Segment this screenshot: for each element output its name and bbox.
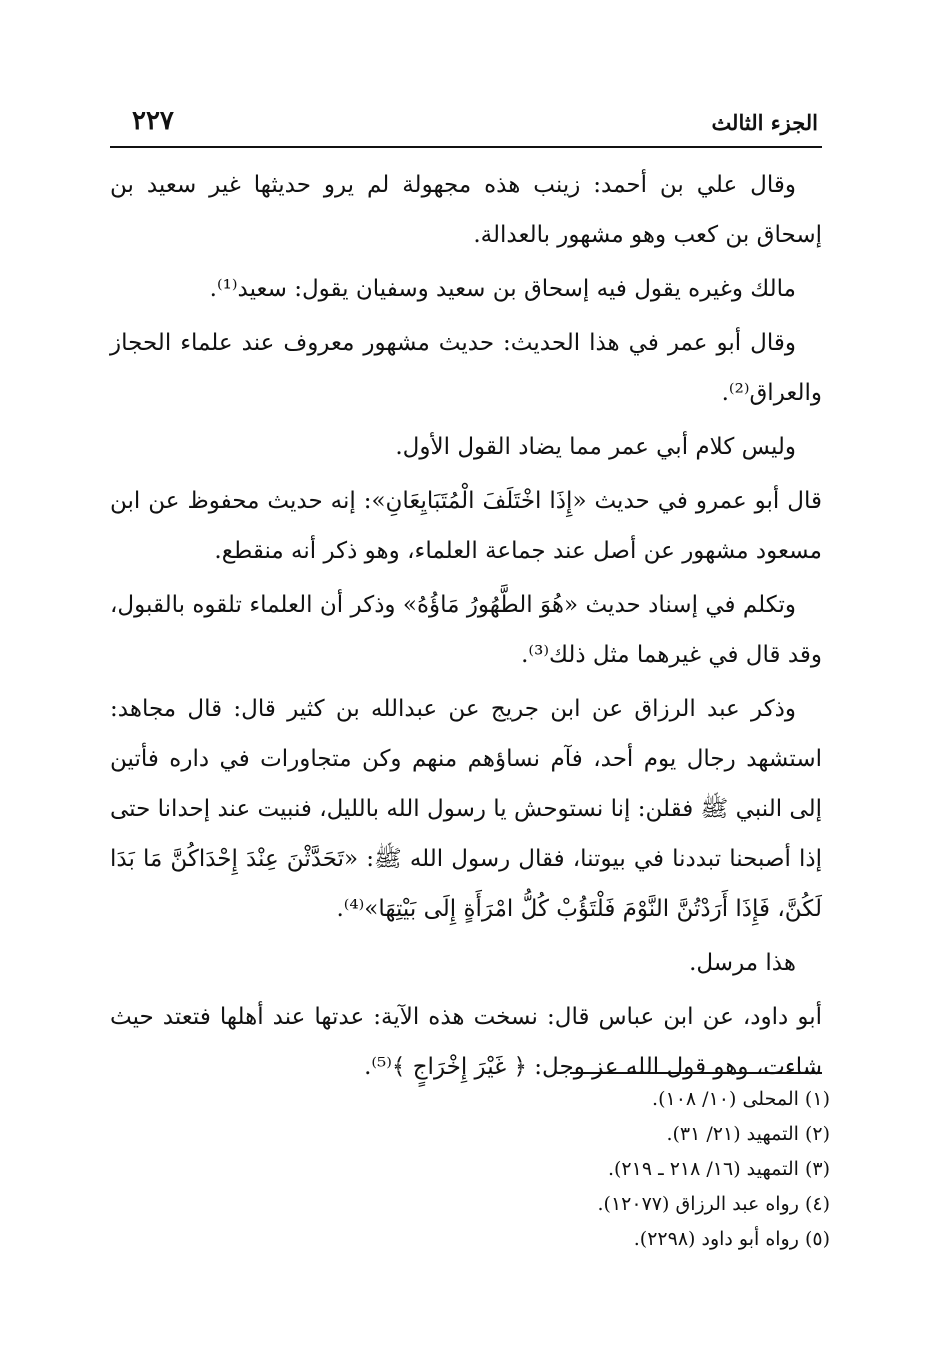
footnotes — [300, 1082, 830, 1257]
paragraph-5: قال أبو عمرو في حديث «إِذَا اخْتَلَفَ الْمُتَبَايِعَانِ»: إنه حديث محفوظ عن ابن مسعود مشهور عن أصل عند جماعة العلماء، وهو ذكر أنه منقطع. — [110, 488, 822, 564]
paragraph-3: وقال أبو عمر في هذا الحديث: حديث مشهور معروف عند علماء الحجاز والعراق⁽²⁾. — [110, 330, 822, 406]
footnote-2: (٢) التمهيد (٢١/ ٣١). — [666, 1123, 830, 1145]
paragraph-1: وقال علي بن أحمد: زينب هذه مجهولة لم يرو حديثها غير سعيد بن إسحاق بن كعب وهو مشهور بالعدالة. — [110, 172, 822, 248]
page-header — [110, 106, 822, 148]
paragraph-2: مالك وغيره يقول فيه إسحاق بن سعيد وسفيان يقول: سعيد⁽¹⁾. — [209, 276, 796, 302]
footnote-1: (١) المحلى (١٠/ ١٠٨). — [652, 1088, 830, 1110]
footnote-4: (٤) رواه عبد الرزاق (١٢٠٧٧). — [597, 1193, 830, 1215]
footnote-divider — [570, 1072, 822, 1074]
paragraph-4: وليس كلام أبي عمر مما يضاد القول الأول. — [395, 434, 796, 460]
body-text — [110, 160, 822, 1096]
footnote-3: (٣) التمهيد (١٦/ ٢١٨ ـ ٢١٩). — [607, 1158, 830, 1180]
paragraph-8: هذا مرسل. — [689, 950, 796, 976]
header-title: الجزء الثالث — [711, 110, 818, 135]
footnote-5: (٥) رواه أبو داود (٢٢٩٨). — [633, 1228, 830, 1250]
page-number: ٢٢٧ — [132, 106, 174, 136]
paragraph-7: وذكر عبد الرزاق عن ابن جريج عن عبدالله بن كثير قال: قال مجاهد: استشهد رجال يوم أحد، فآم نساؤهم منهم وكن متجاورات في داره فأتين إلى النبي ﷺ فقلن: إنا نستوحش يا رسول الله بالليل، فنبيت عند إحدانا حتى إذا أصبحنا تبددنا في بيوتنا، فقال رسول الله ﷺ: «تَحَدَّثْنَ عِنْدَ إِحْدَاكُنَّ مَا بَدَا لَكُنَّ، فَإِذَا أَرَدْتُنَّ النَّوْمَ فَلْتَؤُبْ كُلُّ امْرَأَةٍ إِلَى بَيْتِهَا»⁽⁴⁾. — [110, 696, 822, 922]
paragraph-9: أبو داود، عن ابن عباس قال: نسخت هذه الآية: عدتها عند أهلها فتعتد حيث شاءت، وهو قول الله عز وجل: ﴿ غَيْرَ إِخْرَاجٍ ﴾⁽⁵⁾. — [110, 1004, 822, 1080]
paragraph-6: وتكلم في إسناد حديث «هُوَ الطَّهُورُ مَاؤُهُ» وذكر أن العلماء تلقوه بالقبول، وقد قال في غيرهما مثل ذلك⁽³⁾. — [110, 592, 822, 668]
